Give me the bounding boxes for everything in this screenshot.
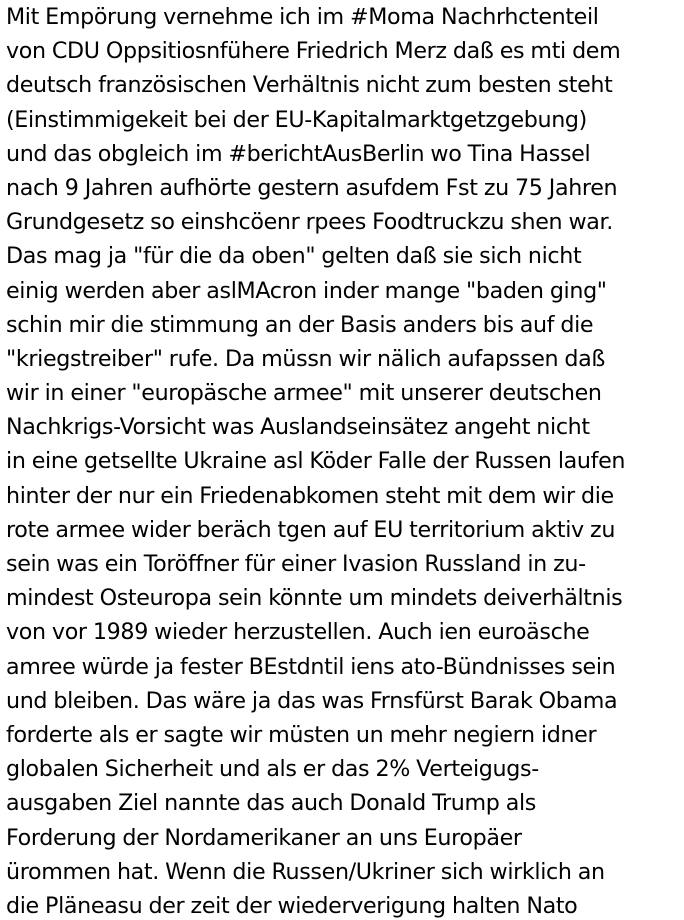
text-line: rote armee wider beräch tgen auf EU territorium aktiv zu — [6, 516, 616, 543]
text-line: deutsch französischen Verhältnis nicht zum besten steht — [6, 72, 613, 99]
text-line: die Pläneasu der zeit der wiederverigung halten Nato — [6, 892, 578, 919]
text-line: mindest Osteuropa sein könnte um mindets deiverhältnis — [6, 585, 623, 612]
text-line: ürommen hat. Wenn die Russen/Ukriner sich wirklich an — [6, 858, 605, 885]
text-line: ausgaben Ziel nannte das auch Donald Trump als — [6, 790, 536, 817]
document-text — [6, 0, 684, 920]
text-line: von CDU Oppsitiosnfühere Friedrich Merz daß es mti dem — [6, 38, 621, 65]
text-line: (Einstimmigekeit bei der EU-Kapitalmarktgetzgebung) — [6, 106, 587, 133]
text-line: forderte als er sagte wir müsten un mehr negiern idner — [6, 721, 597, 748]
text-line: Das mag ja "für die da oben" gelten daß sie sich nicht — [6, 243, 582, 270]
text-line: nach 9 Jahren aufhörte gestern asufdem Fst zu 75 Jahren — [6, 174, 618, 201]
text-line: und das obgleich im #berichtAusBerlin wo Tina Hassel — [6, 140, 591, 167]
text-line: einig werden aber aslMAcron inder mange "baden ging" — [6, 277, 607, 304]
text-line: Grundgesetz so einshcöenr rpees Foodtruckzu shen war. — [6, 209, 613, 236]
text-line: amree würde ja fester BEstdntil iens ato-Bündnisses sein — [6, 653, 616, 680]
text-line: "kriegstreiber" rufe. Da müssn wir nälich aufapssen daß — [6, 345, 606, 372]
text-line: Forderung der Nordamerikaner an uns Europäer — [6, 824, 522, 851]
text-line: globalen Sicherheit und als er das 2% Verteigugs- — [6, 756, 539, 783]
text-line: hinter der nur ein Friedenabkomen steht mit dem wir die — [6, 482, 614, 509]
text-line: wir in einer "europäsche armee" mit unserer deutschen — [6, 380, 602, 407]
text-line: und bleiben. Das wäre ja das was Frnsfürst Barak Obama — [6, 687, 618, 714]
text-line: in eine getsellte Ukraine asl Köder Falle der Russen laufen — [6, 448, 626, 475]
text-line: Nachkrigs-Vorsicht was Auslandseinsätez angeht nicht — [6, 414, 590, 441]
text-line: sein was ein Toröffner für einer Ivasion Russland in zu- — [6, 551, 586, 577]
text-line: schin mir die stimmung an der Basis anders bis auf die — [6, 311, 594, 338]
text-line: Mit Empörung vernehme ich im #Moma Nachrhctenteil — [6, 4, 599, 30]
text-line: von vor 1989 wieder herzustellen. Auch ien euroäsche — [6, 619, 590, 646]
